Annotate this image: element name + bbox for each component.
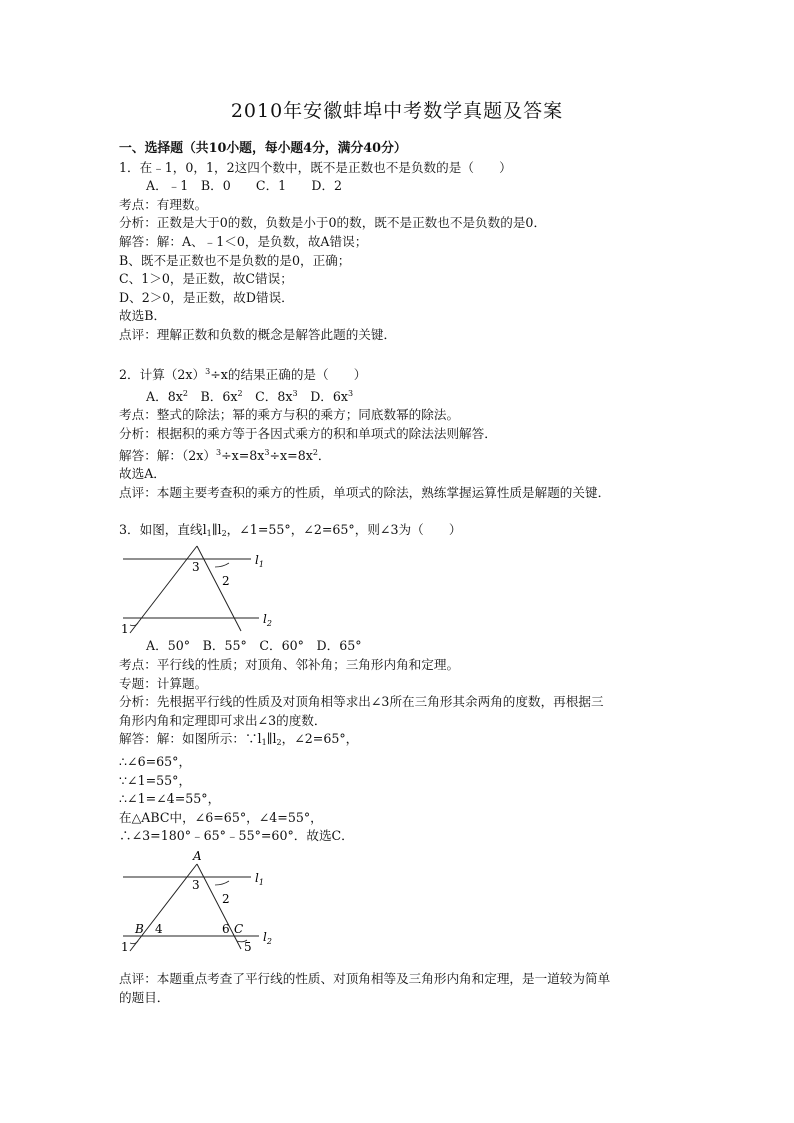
q2-stem: 2．计算$(2x)^3\div x$的结果正确的是（ ） — [119, 367, 367, 383]
q2-jieda: 解答：解：$(2x)^3\div x=8x^3\div x=8x^2$． — [119, 447, 331, 463]
q3-kaodian: 考点：平行线的性质；对顶角、邻补角；三角形内角和定理。 — [119, 657, 460, 673]
label-angle-6: 6 — [222, 922, 230, 936]
q2-dianping: 点评：本题主要考查积的乘方的性质，单项式的除法，熟练掌握运算性质是解题的关键． — [119, 484, 611, 500]
q3-jieda-5: 在△ABC中，∠6=65°，∠4=55°， — [119, 809, 323, 825]
q3-zhuanti: 专题：计算题。 — [119, 675, 208, 691]
label-angle-4: 4 — [155, 922, 163, 936]
q1-jieda-3: C、1＞0，是正数，故C错误； — [119, 271, 293, 287]
q3-jieda-4: ∴∠1=∠4=55°， — [119, 791, 221, 807]
q1-dianping: 点评：理解正数和负数的概念是解答此题的关键． — [119, 326, 397, 342]
label-vertex-a: A — [193, 849, 202, 863]
q3-dianping-2: 的题目． — [119, 989, 170, 1005]
label-l2: $l_2$ — [263, 930, 272, 946]
q1-options: A．﹣1 B．0 C．1 D．2 — [146, 178, 343, 194]
exam-content — [119, 140, 679, 1007]
q1-kaodian: 考点：有理数。 — [119, 196, 208, 212]
q3-jieda-3: ∵∠1=55°， — [119, 772, 192, 788]
q3-stem: 3．如图，直线$l_1\parallel l_2$，∠1=55°，∠2=65°，则∠3为（ ） — [119, 521, 462, 538]
label-angle-2: 2 — [222, 574, 230, 589]
figure-parallel-lines-2 — [119, 848, 289, 960]
label-angle-3: 3 — [192, 878, 200, 892]
page-title: 2010年安徽蚌埠中考数学真题及答案 — [230, 100, 564, 122]
label-angle-1: 1 — [121, 622, 129, 637]
label-angle-2: 2 — [222, 892, 230, 906]
label-angle-3: 3 — [192, 560, 200, 575]
q3-jieda-2: ∴∠6=65°， — [119, 754, 192, 770]
q3-dianping-1: 点评：本题重点考查了平行线的性质、对顶角相等及三角形内角和定理，是一道较为简单 — [119, 971, 611, 986]
label-l1: $l_1$ — [255, 871, 264, 887]
q1-jieda-5: 故选B． — [119, 308, 167, 324]
q1-stem: 1．在﹣1，0，1，2这四个数中，既不是正数也不是负数的是（ ） — [119, 159, 512, 175]
q1-jieda-4: D、2＞0，是正数，故D错误． — [119, 289, 294, 305]
q3-jieda-1: 解答：解：如图所示：$\because l_1\parallel l_2$，∠2=65°， — [119, 731, 359, 748]
label-angle-1: 1 — [121, 940, 129, 954]
label-vertex-b: B — [135, 922, 144, 936]
angle-arc-2 — [215, 881, 229, 885]
q2-options: A．$8x^2$ B．$6x^2$ C．$8x^3$ D．$6x^3$ — [146, 388, 354, 404]
q1-jieda-2: B、既不是正数也不是负数的是0，正确； — [119, 252, 351, 268]
q3-fenxi-2: 角形内角和定理即可求出∠3的度数． — [119, 712, 327, 728]
label-angle-5: 5 — [244, 940, 252, 954]
q3-jieda-6: ∴∠3=180°﹣65°﹣55°=60°．故选C． — [119, 828, 354, 844]
section-header: 一、选择题（共10小题，每小题4分，满分40分） — [119, 141, 407, 156]
q1-fenxi: 分析：正数是大于0的数，负数是小于0的数，既不是正数也不是负数的是0． — [119, 215, 547, 231]
label-l2: $l_2$ — [263, 612, 272, 629]
q2-fenxi: 分析：根据积的乘方等于各因式乘方的积和单项式的除法法则解答． — [119, 425, 497, 441]
q3-fenxi-1: 分析：先根据平行线的性质及对顶角相等求出∠3所在三角形其余两角的度数，再根据三 — [119, 694, 604, 710]
label-vertex-c: C — [234, 922, 244, 936]
q3-options: A．50° B．55° C．60° D．65° — [146, 638, 362, 654]
angle-arc-2 — [215, 563, 229, 567]
q1-jieda-1: 解答：解：A、﹣1＜0，是负数，故A错误； — [119, 233, 368, 249]
figure-parallel-lines-1 — [119, 545, 289, 637]
q2-guxuan: 故选A． — [119, 466, 166, 482]
label-l1: $l_1$ — [255, 553, 264, 570]
q2-kaodian: 考点：整式的除法；幂的乘方与积的乘方；同底数幂的除法。 — [119, 407, 460, 423]
